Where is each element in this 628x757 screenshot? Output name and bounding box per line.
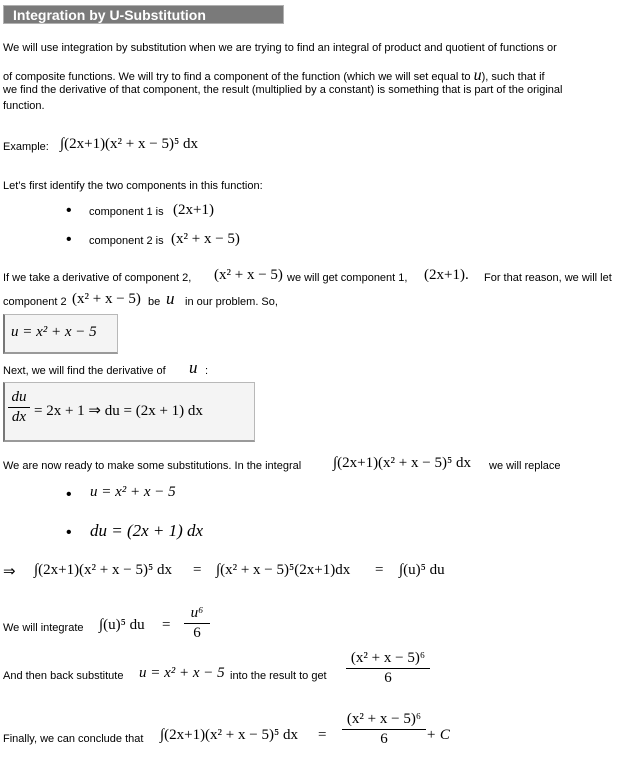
page-title: Integration by U-Substitution xyxy=(13,7,206,23)
back-denominator: 6 xyxy=(384,670,392,686)
let-text-b: be xyxy=(148,296,161,308)
bullet-icon: • xyxy=(66,202,72,219)
fraction-bar xyxy=(184,623,210,624)
back-text-a-span: And then back substitute xyxy=(3,670,124,682)
derivative-text-a: If we take a derivative of component 2, xyxy=(3,272,192,284)
intro-line-2-text: of composite functions. We will try to find a component of the function (which we will set equal to xyxy=(3,71,474,83)
implies-arrow: ⇒ xyxy=(3,564,16,580)
chain-expr-2: ∫(x² + x − 5)⁵(2x+1)dx xyxy=(216,562,351,578)
final-equals: = xyxy=(318,727,327,743)
next-u-symbol xyxy=(189,358,198,378)
final-text: Finally, we can conclude that xyxy=(3,733,144,745)
final-constant: + C xyxy=(426,727,450,743)
fraction-bar xyxy=(8,407,30,408)
back-fraction xyxy=(346,650,430,687)
integrate-fraction xyxy=(184,605,210,642)
derivative-result: = 2x + 1 ⇒ du = (2x + 1) dx xyxy=(34,403,203,419)
final-expr: ∫(2x+1)(x² + x − 5)⁵ dx xyxy=(160,727,298,743)
example-label: Example: xyxy=(3,141,49,153)
ready-text-b: we will replace xyxy=(489,460,561,472)
integrate-expr: ∫(u)⁵ du xyxy=(99,617,145,633)
ready-expr: ∫(2x+1)(x² + x − 5)⁵ dx xyxy=(333,455,471,471)
dx-denominator: dx xyxy=(11,409,27,425)
example-integral: ∫(2x+1)(x² + x − 5)⁵ dx xyxy=(60,136,198,152)
fraction-bar xyxy=(346,668,430,669)
derivative-expr-a: (x² + x − 5) xyxy=(214,267,283,283)
chain-expr-1: ∫(2x+1)(x² + x − 5)⁵ dx xyxy=(34,562,172,578)
next-text: Next, we will find the derivative of xyxy=(3,365,166,377)
let-u-symbol xyxy=(166,289,175,309)
title-bar xyxy=(3,5,284,24)
intro-line-1: We will use integration by substitution when we are trying to find an integral of product and quotient of functions or xyxy=(3,42,557,54)
derivative-box xyxy=(3,382,255,442)
fraction-bar xyxy=(342,729,426,730)
let-text-c: in our problem. So, xyxy=(185,296,278,308)
derivative-text-b: we will get component 1, xyxy=(287,272,408,284)
chain-equals-1: = xyxy=(193,562,202,578)
intro-line-2-end: ), such that if xyxy=(481,71,545,83)
next-colon: : xyxy=(205,365,209,377)
back-text-a xyxy=(3,670,123,682)
let-text-a: component 2 xyxy=(3,296,67,308)
final-fraction xyxy=(342,711,426,748)
identify-text: Let’s first identify the two components in this function: xyxy=(3,180,263,192)
bullet-icon: • xyxy=(66,486,72,503)
component-2-label: component 2 is xyxy=(89,235,164,247)
next-u: u xyxy=(189,358,198,377)
integrate-equals: = xyxy=(162,617,171,633)
ready-text-a: We are now ready to make some substitutions. In the integral xyxy=(3,460,302,472)
back-text-b: into the result to get xyxy=(230,670,327,682)
replace-du: du = (2x + 1) dx xyxy=(90,521,204,540)
final-numerator: (x² + x − 5)⁶ xyxy=(346,711,422,727)
replace-u: u = x² + x − 5 xyxy=(90,484,176,500)
back-numerator: (x² + x − 5)⁶ xyxy=(350,650,426,666)
intro-line-3: we find the derivative of that component, the result (multiplied by a constant) is something that is part of the original xyxy=(3,84,563,96)
integrate-text: We will integrate xyxy=(3,622,84,634)
intro-line-2 xyxy=(3,67,545,85)
intro-line-4: function. xyxy=(3,100,45,112)
bullet-icon: • xyxy=(66,524,72,541)
integrate-numerator: u⁶ xyxy=(190,605,204,621)
let-u: u xyxy=(166,289,175,308)
bullet-icon: • xyxy=(66,231,72,248)
u-definition-box xyxy=(3,314,118,354)
component-1-label: component 1 is xyxy=(89,206,164,218)
du-numerator: du xyxy=(11,389,27,405)
u-definition-expr: u = x² + x − 5 xyxy=(11,324,97,340)
back-expr: u = x² + x − 5 xyxy=(139,665,225,681)
integrate-denominator: 6 xyxy=(193,625,201,641)
derivative-text-c: For that reason, we will let xyxy=(484,272,612,284)
component-2-expr: (x² + x − 5) xyxy=(171,231,240,247)
du-dx-fraction xyxy=(8,389,30,426)
chain-equals-2: = xyxy=(375,562,384,578)
derivative-expr-b: (2x+1). xyxy=(424,267,469,283)
let-expr: (x² + x − 5) xyxy=(72,291,141,307)
chain-expr-3: ∫(u)⁵ du xyxy=(399,562,445,578)
final-denominator: 6 xyxy=(380,731,388,747)
intro-u-symbol: u xyxy=(473,67,482,84)
component-1-expr: (2x+1) xyxy=(173,202,214,218)
